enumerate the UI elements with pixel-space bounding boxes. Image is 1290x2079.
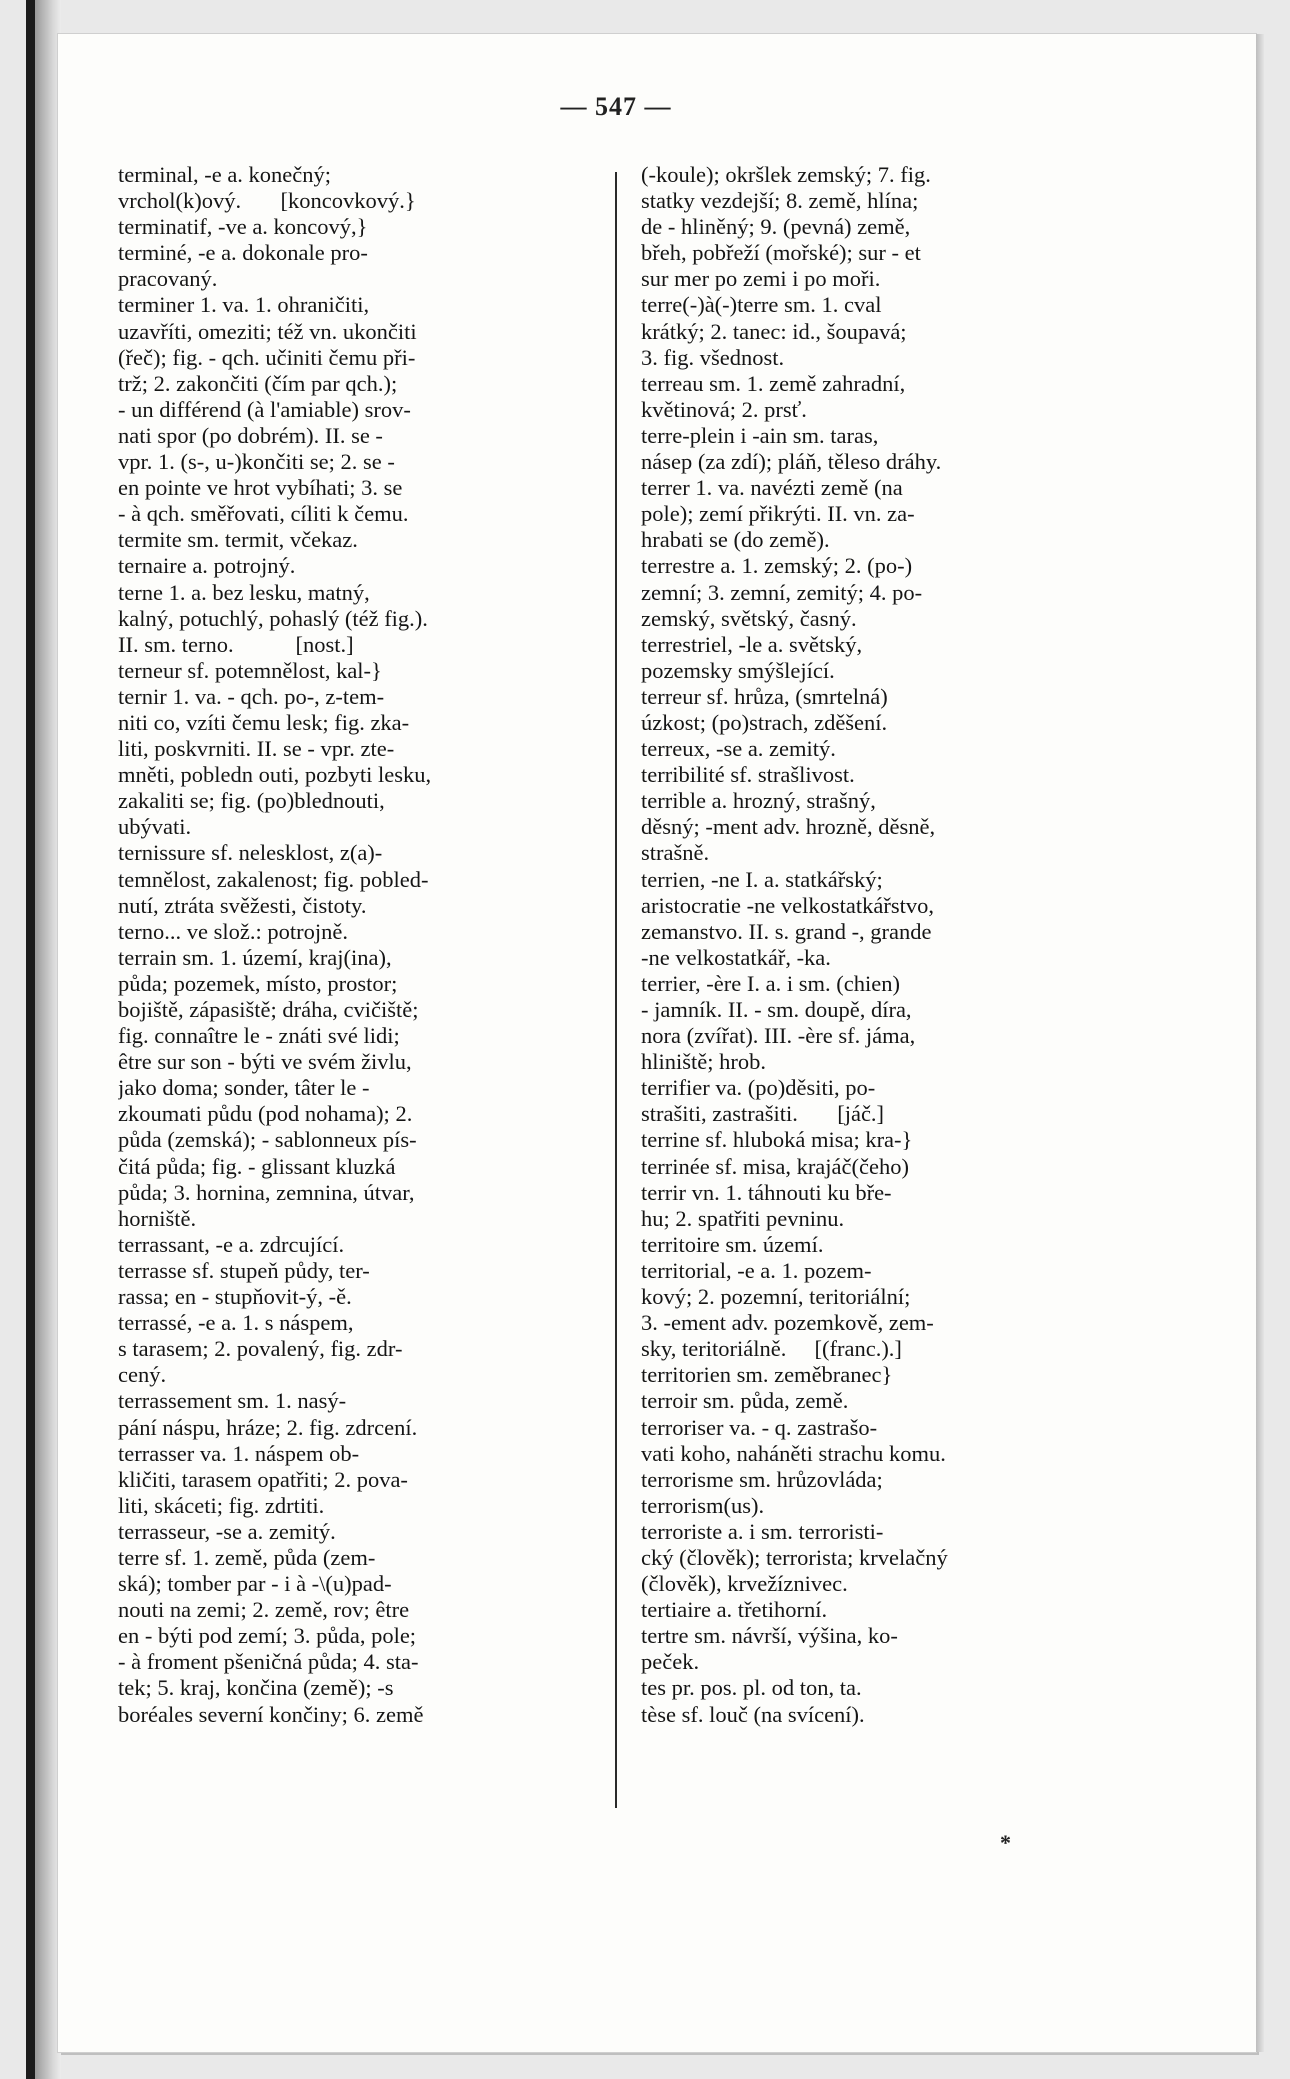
entry-line: être sur son - býti ve svém živlu,	[118, 1049, 412, 1075]
entry-line: terroir sm. půda, země.	[641, 1388, 849, 1414]
entry-line: - jamník. II. - sm. doupě, díra,	[641, 997, 912, 1022]
entry-line: - à qch. směřovati, cíliti k čemu.	[118, 501, 409, 527]
entry-line: úzkost; (po)strach, zděšení.	[641, 709, 888, 735]
entry-line: tes pr. pos. pl. od ton, ta.	[641, 1675, 862, 1701]
entry-line: půda (zemská); - sablonneux pís-	[118, 1127, 417, 1153]
entry-line: peček.	[641, 1649, 700, 1675]
entry-line: zkoumati půdu (pod nohama); 2.	[118, 1101, 413, 1127]
entry-line: hliniště; hrob.	[641, 1049, 766, 1075]
entry-line: pání náspu, hráze; 2. fig. zdrcení.	[118, 1414, 418, 1440]
entry-line: boréales severní končiny; 6. země	[118, 1701, 424, 1727]
entry-line: sur mer po zemi i po moři.	[641, 266, 881, 292]
entry-line: liti, skáceti; fig. zdrtiti.	[118, 1492, 325, 1518]
entry-line: terrorisme sm. hrůzovláda;	[641, 1466, 883, 1492]
entry-line: terrien, -ne I. a. statkářský;	[641, 866, 883, 892]
entry-line: čitá půda; fig. - glissant kluzká	[118, 1153, 396, 1179]
entry-line: terrinée sf. misa, krajáč(čeho)	[641, 1153, 909, 1179]
entry-line: statky vezdejší; 8. země, hlína;	[641, 188, 919, 214]
entry-line: nati spor (po dobrém). II. se -	[118, 422, 383, 448]
left-column	[118, 162, 598, 1728]
entry-line: terre-plein i -ain sm. taras,	[641, 422, 879, 448]
entry-line: II. sm. terno. [nost.]	[118, 631, 354, 657]
column-divider	[615, 172, 617, 1808]
entry-line: vpr. 1. (s-, u-)končiti se; 2. se -	[118, 449, 395, 475]
entry-line: terrine sf. hluboká misa; kra-}	[641, 1127, 913, 1153]
entry-line: terroriser va. - q. zastrašo-	[641, 1414, 878, 1440]
page-edge	[1256, 34, 1264, 2052]
entry-line: de - hliněný; 9. (pevná) země,	[641, 214, 911, 240]
entry-line: tertiaire a. třetihorní.	[641, 1597, 828, 1623]
entry-line: rassa; en - stupňovit-ý, -ě.	[118, 1284, 352, 1310]
entry-line: hrabati se (do země).	[641, 527, 830, 553]
entry-line: cený.	[118, 1362, 167, 1388]
entry-line: nouti na zemi; 2. země, rov; être	[118, 1597, 410, 1623]
entry-line: terre sf. 1. země, půda (zem-	[118, 1544, 376, 1570]
entry-line: terno... ve slož.: potrojně.	[118, 918, 348, 944]
entry-line: vrchol(k)ový. [koncovkový.}	[118, 188, 416, 214]
entry-line: terrifier va. (po)děsiti, po-	[641, 1075, 876, 1101]
entry-line: terrain sm. 1. území, kraj(ina),	[118, 944, 392, 970]
entry-line: liti, poskvrniti. II. se - vpr. ztе-	[118, 736, 395, 762]
entry-line: pracovaný.	[118, 266, 218, 292]
entry-line: 3. -ement adv. pozemkově, zem-	[641, 1310, 934, 1336]
entry-line: pole); zemí přikrýti. II. vn. za-	[641, 501, 915, 527]
entry-line: jako doma; sonder, tâter le -	[118, 1075, 370, 1101]
entry-line: (člověk), krvežíznivec.	[641, 1571, 848, 1597]
entry-line: květinová; 2. prsť.	[641, 396, 807, 422]
entry-line: terneur sf. potemnělost, kal-}	[118, 657, 382, 683]
entry-line: terrasse sf. stupeň půdy, ter-	[118, 1257, 370, 1283]
entry-line: trž; 2. zakončiti (čím par qch.);	[118, 370, 398, 396]
entry-line: vati koho, naháněti strachu komu.	[641, 1440, 946, 1466]
entry-line: pozemsky smýšlející.	[641, 657, 835, 683]
entry-line: ubývati.	[118, 814, 192, 840]
entry-line: mněti, pobledn outi, pozbyti lesku,	[118, 762, 432, 788]
entry-line: terrer 1. va. navézti země (na	[641, 475, 903, 501]
entry-line: terne 1. a. bez lesku, matný,	[118, 579, 370, 605]
entry-line: krátký; 2. tanec: id., šoupavá;	[641, 318, 907, 344]
entry-line: terribilité sf. strašlivost.	[641, 762, 855, 788]
entry-line: tek; 5. kraj, končina (země); -s	[118, 1675, 394, 1701]
entry-line: kový; 2. pozemní, teritoriální;	[641, 1284, 911, 1310]
entry-line: horniště.	[118, 1205, 197, 1231]
entry-line: kličiti, tarasem opatřiti; 2. pova-	[118, 1466, 408, 1492]
entry-line: uzavříti, omeziti; též vn. ukončiti	[118, 318, 417, 344]
entry-line: termite sm. termit, včekaz.	[118, 527, 358, 553]
entry-line: strašiti, zastrašiti. [jáč.]	[641, 1101, 885, 1127]
entry-line: terrasser va. 1. náspem ob-	[118, 1440, 360, 1466]
entry-line: territorien sm. zeměbranec}	[641, 1362, 893, 1388]
entry-line: terrier, -ère I. a. i sm. (chien)	[641, 970, 900, 996]
entry-line: - à froment pšeničná půda; 4. sta-	[118, 1649, 419, 1675]
entry-line: terminal, -e a. konečný;	[118, 162, 332, 187]
entry-line: ternaire a. potrojný.	[118, 553, 296, 579]
entry-line: hu; 2. spatřiti pevninu.	[641, 1205, 845, 1231]
entry-line: terreux, -se a. zemitý.	[641, 736, 836, 762]
entry-line: terrassé, -e a. 1. s náspem,	[118, 1310, 354, 1336]
entry-line: -ne velkostatkář, -ka.	[641, 944, 831, 970]
right-column	[641, 162, 1125, 1728]
entry-line: nora (zvířat). III. -ère sf. jáma,	[641, 1023, 916, 1049]
entry-line: terrasseur, -se a. zemitý.	[118, 1518, 336, 1544]
page-number: — 547 —	[560, 92, 672, 121]
entry-line: en pointe ve hrot vybíhati; 3. se	[118, 475, 403, 501]
entry-line: děsný; -ment adv. hrozně, děsně,	[641, 814, 936, 840]
entry-line: terrir vn. 1. táhnouti ku bře-	[641, 1179, 892, 1205]
entry-line: násep (za zdí); pláň, těleso dráhy.	[641, 449, 942, 475]
entry-line: territoire sm. území.	[641, 1231, 824, 1257]
entry-line: břeh, pobřeží (mořské); sur - et	[641, 240, 921, 266]
entry-line: terrestre a. 1. zemský; 2. (po-)	[641, 553, 913, 579]
entry-line: en - býti pod zemí; 3. půda, pole;	[118, 1623, 417, 1649]
entry-line: niti co, vzíti čemu lesk; fig. zka-	[118, 709, 410, 735]
entry-line: fig. connaître le - znáti své lidi;	[118, 1023, 400, 1049]
entry-line: temnělost, zakalenost; fig. pobled-	[118, 866, 429, 892]
entry-line: terroriste a. i sm. terroristi-	[641, 1518, 884, 1544]
entry-line: ternir 1. va. - qch. po-, z-tem-	[118, 683, 385, 709]
binding-edge	[26, 0, 35, 2079]
entry-line: territorial, -e a. 1. pozem-	[641, 1257, 872, 1283]
entry-line: s tarasem; 2. povalený, fig. zdr-	[118, 1336, 403, 1362]
entry-line: - un différend (à l'amiable) srov-	[118, 396, 411, 422]
entry-line: terrassant, -e a. zdrcující.	[118, 1231, 345, 1257]
entry-line: terrible a. hrozný, strašný,	[641, 788, 876, 814]
entry-line: terminer 1. va. 1. ohraničiti,	[118, 292, 370, 318]
entry-line: nutí, ztráta svěžesti, čistoty.	[118, 892, 367, 918]
entry-line: terrorism(us).	[641, 1492, 765, 1518]
entry-line: zemní; 3. zemní, zemitý; 4. po-	[641, 579, 923, 605]
entry-line: terreau sm. 1. země zahradní,	[641, 370, 906, 396]
entry-line: terminatif, -ve a. koncový,}	[118, 214, 368, 240]
entry-line: terrestriel, -le a. světský,	[641, 631, 863, 657]
entry-line: terre(-)à(-)terre sm. 1. cval	[641, 292, 882, 318]
entry-line: sky, teritoriálně. [(franc.).]	[641, 1336, 902, 1362]
entry-line: (řeč); fig. - qch. učiniti čemu při-	[118, 344, 416, 370]
entry-line: strašně.	[641, 840, 710, 866]
entry-line: terreur sf. hrůza, (smrtelná)	[641, 683, 888, 709]
entry-line: tèse sf. louč (na svícení).	[641, 1701, 865, 1727]
entry-line: půda; pozemek, místo, prostor;	[118, 970, 398, 996]
entry-line: terrassement sm. 1. nasý-	[118, 1388, 347, 1414]
entry-line: (-koule); okršlek zemský; 7. fig.	[641, 162, 931, 187]
entry-line: cký (člověk); terrorista; krvelačný	[641, 1544, 948, 1570]
entry-line: aristocratie -ne velkostatkářstvo,	[641, 892, 935, 918]
entry-line: zakaliti se; fig. (po)blednouti,	[118, 788, 385, 814]
entry-line: zemanstvo. II. s. grand -, grande	[641, 918, 932, 944]
entry-line: zemský, světský, časný.	[641, 605, 857, 631]
entry-line: ternissure sf. nelesklost, z(a)-	[118, 840, 383, 866]
entry-line: terminé, -e a. dokonale pro-	[118, 240, 368, 266]
entry-line: půda; 3. hornina, zemnina, útvar,	[118, 1179, 415, 1205]
entry-line: ská); tomber par - i à -\(u)pad-	[118, 1571, 392, 1597]
entry-line: bojiště, zápasiště; dráha, cvičiště;	[118, 997, 419, 1022]
entry-line: 3. fig. všednost.	[641, 344, 785, 370]
footer-mark: *	[1000, 1830, 1011, 1855]
entry-line: kalný, potuchlý, pohaslý (též fig.).	[118, 605, 428, 631]
entry-line: tertre sm. návrší, výšina, ko-	[641, 1623, 898, 1649]
